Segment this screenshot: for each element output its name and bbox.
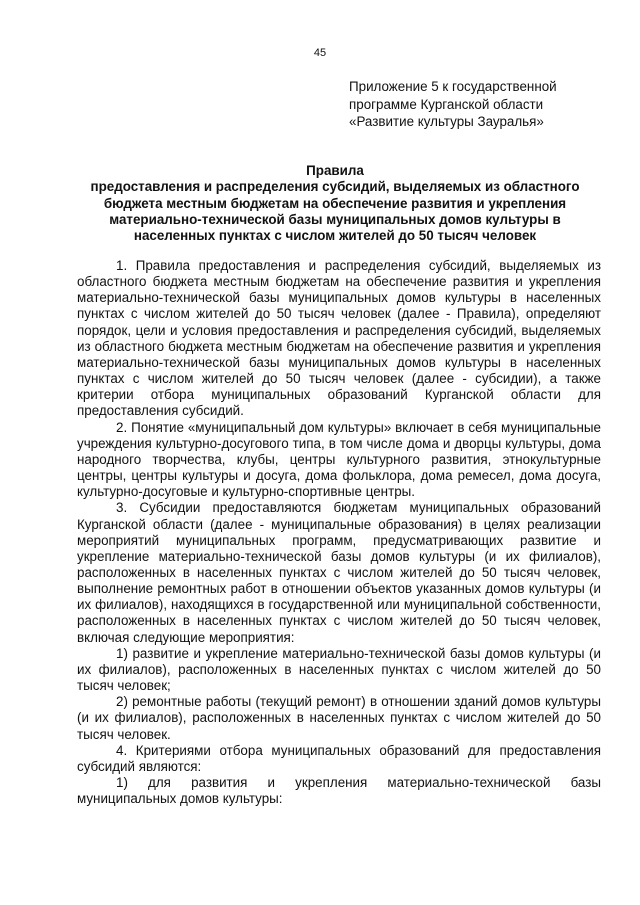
paragraph-3: 3. Субсидии предоставляются бюджетам муниципальных образований Курганской области (далее - муниципальные образования) в целях реализации мероприятий муниципальных программ, предусматривающих развитие и укрепление материально-технической базы домов культуры (и их филиалов), расположенных в населенных пунктах с числом жителей до 50 тысяч человек, выполнение ремонтных работ в отношении объектов указанных домов культуры (и их филиалов), находящихся в государственной или муниципальной собственности, расположенных в населенных пунктах с числом жителей до 50 тысяч человек, включая следующие мероприятия: — [77, 500, 601, 645]
appendix-line: Приложение 5 к государственной — [349, 79, 557, 94]
document-body — [77, 258, 601, 807]
title-line: предоставления и распределения субсидий, выделяемых из областного — [90, 179, 580, 195]
page-number: 45 — [313, 47, 327, 59]
appendix-note — [349, 78, 609, 131]
appendix-line: программе Курганской области — [349, 96, 544, 112]
title-line: бюджета местным бюджетам на обеспечение развития и укрепления — [103, 195, 567, 211]
paragraph-1: 1. Правила предоставления и распределения субсидий, выделяемых из областного бюджета местным бюджетам на обеспечение развития и укрепления материально-технической базы муниципальных домов культуры в населенных пунктах с числом жителей до 50 тысяч человек (далее - Правила), определяют порядок, цели и условия предоставления и распределения субсидий, выделяемых из областного бюджета местным бюджетам на обеспечение развития и укрепления материально-технической базы муниципальных домов культуры в населенных пунктах с числом жителей до 50 тысяч человек (далее - субсидии), а также критерии отбора муниципальных образований Курганской области для предоставления субсидий. — [77, 258, 601, 419]
appendix-line: «Развитие культуры Зауралья» — [349, 114, 544, 129]
paragraph-3-item-1: 1) развитие и укрепление материально-технической базы домов культуры (и их филиалов), расположенных в населенных пунктах с числом жителей до 50 тысяч человек; — [77, 645, 601, 694]
title-heading: Правила — [306, 163, 364, 178]
paragraph-3-item-2: 2) ремонтные работы (текущий ремонт) в отношении зданий домов культуры (и их филиалов), расположенных в населенных пунктах с числом жителей до 50 тысяч человек. — [77, 694, 601, 742]
paragraph-4-item-1: 1) для развития и укрепления материально-технической базы муниципальных домов культуры: — [77, 775, 601, 807]
paragraph-2: 2. Понятие «муниципальный дом культуры» включает в себя муниципальные учреждения культурно-досугового типа, в том числе дома и дворцы культуры, дома народного творчества, клубы, центры культурного развития, этнокультурные центры, центры культуры и досуга, дома фольклора, дома ремесел, дома досуга, культурно-досуговые и культурно-спортивные центры. — [77, 419, 601, 500]
title-line: материально-технической базы муниципальных домов культуры в — [109, 211, 561, 227]
document-title — [70, 163, 600, 244]
paragraph-4: 4. Критериями отбора муниципальных образований для предоставления субсидий являются: — [77, 742, 601, 774]
title-line: населенных пунктах с числом жителей до 50 тысяч человек — [133, 228, 537, 244]
